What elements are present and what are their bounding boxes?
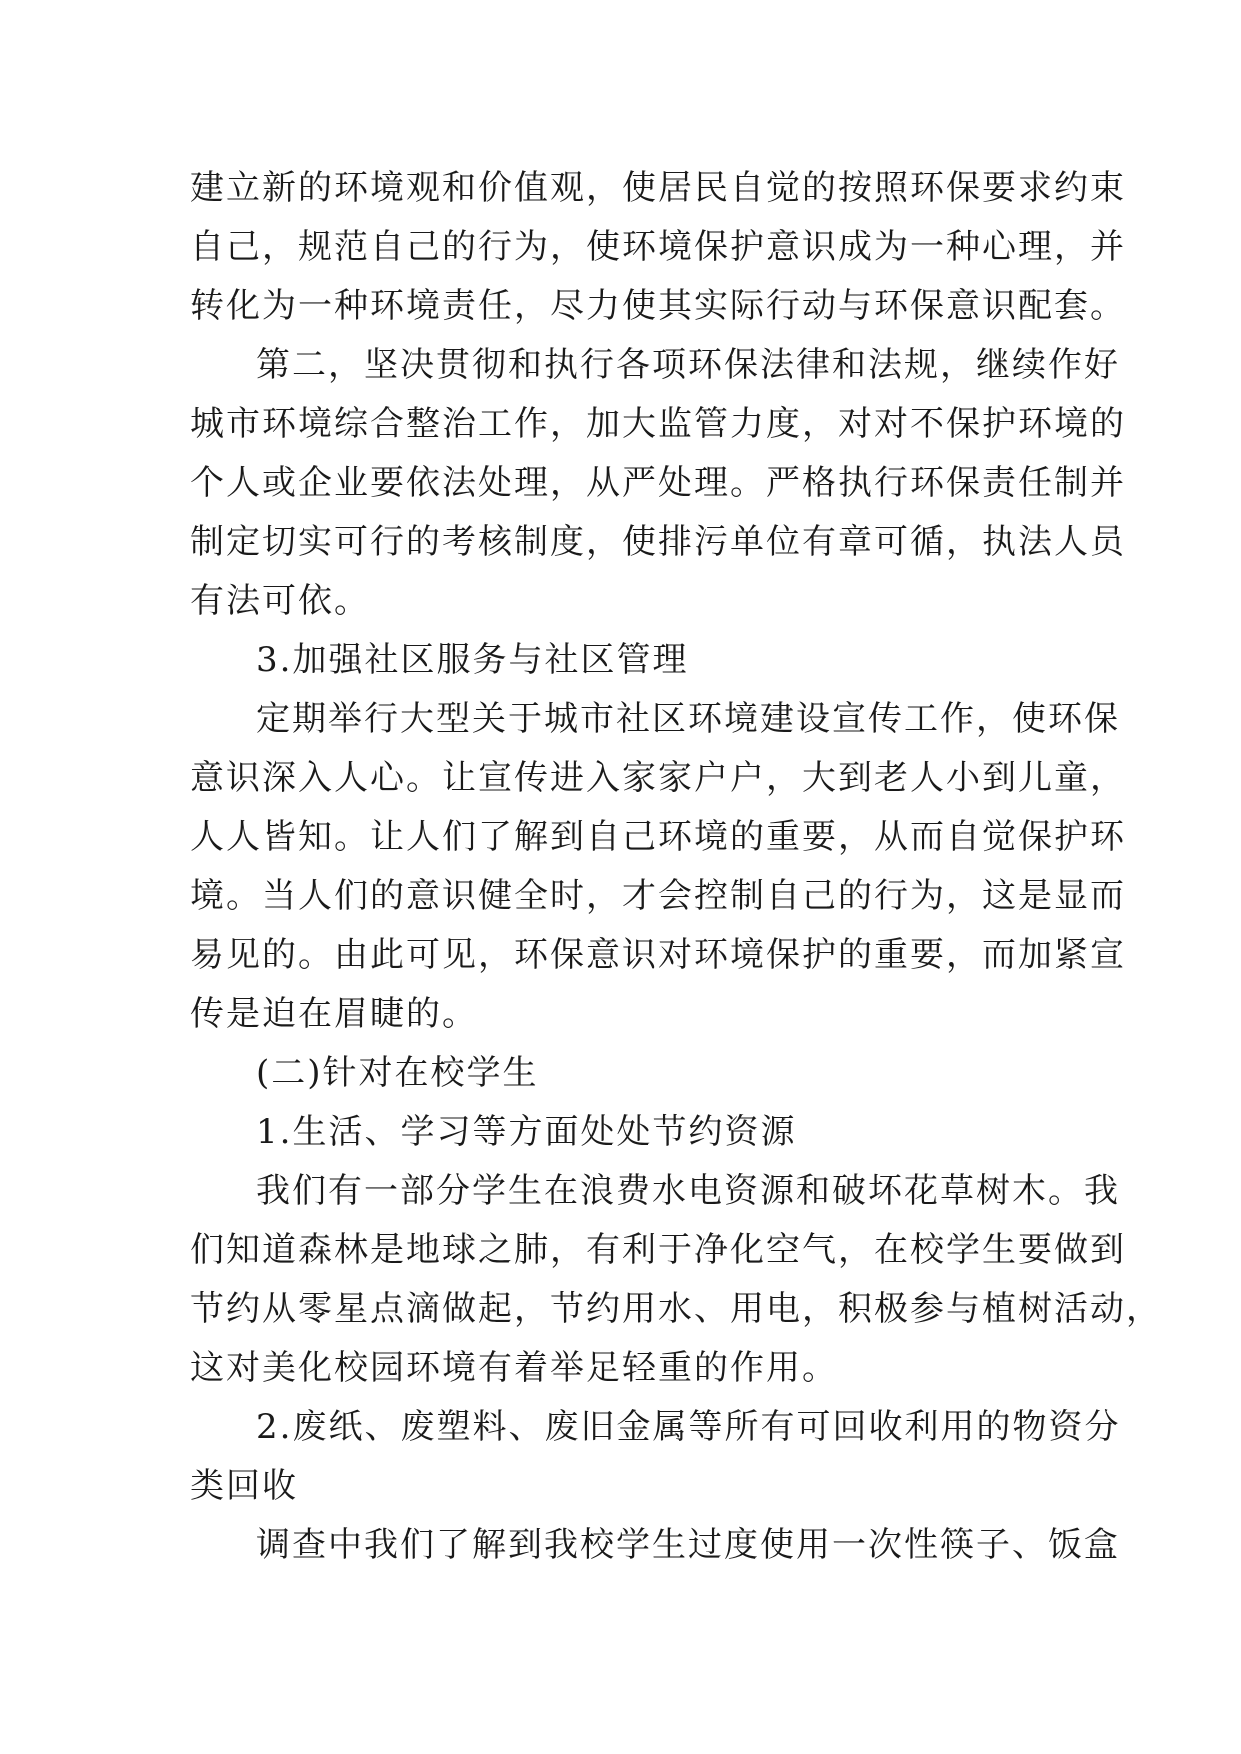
- section-heading: 3.加强社区服务与社区管理: [256, 640, 689, 680]
- text-line: 城市环境综合整治工作，加大监管力度，对对不保护环境的: [190, 404, 1126, 444]
- section-heading: 1.生活、学习等方面处处节约资源: [256, 1112, 797, 1152]
- paragraph-start-line: 我们有一部分学生在浪费水电资源和破坏花草树木。我: [256, 1171, 1120, 1211]
- section-heading: 2.废纸、废塑料、废旧金属等所有可回收利用的物资分: [256, 1407, 1121, 1447]
- section-heading-continuation: 类回收: [190, 1466, 298, 1506]
- text-line: 转化为一种环境责任，尽力使其实际行动与环保意识配套。: [190, 286, 1126, 326]
- text-line: 个人或企业要依法处理，从严处理。严格执行环保责任制并: [190, 463, 1126, 503]
- paragraph-start-line: 调查中我们了解到我校学生过度使用一次性筷子、饭盒: [256, 1525, 1120, 1565]
- text-line: 建立新的环境观和价值观，使居民自觉的按照环保要求约束: [190, 168, 1126, 208]
- text-line: 易见的。由此可见，环保意识对环境保护的重要，而加紧宣: [190, 935, 1126, 975]
- section-heading: (二)针对在校学生: [256, 1053, 539, 1093]
- text-line: 自己，规范自己的行为，使环境保护意识成为一种心理，并: [190, 227, 1126, 267]
- text-line: 人人皆知。让人们了解到自己环境的重要，从而自觉保护环: [190, 817, 1126, 857]
- text-line: 制定切实可行的考核制度，使排污单位有章可循，执法人员: [190, 522, 1126, 562]
- text-line: 意识深入人心。让宣传进入家家户户，大到老人小到儿童，: [190, 758, 1126, 798]
- paragraph-start-line: 第二，坚决贯彻和执行各项环保法律和法规，继续作好: [256, 345, 1120, 385]
- text-line: 这对美化校园环境有着举足轻重的作用。: [190, 1348, 838, 1388]
- text-line: 节约从零星点滴做起，节约用水、用电，积极参与植树活动，: [190, 1289, 1162, 1329]
- text-line: 有法可依。: [190, 581, 370, 621]
- text-line: 传是迫在眉睫的。: [190, 994, 478, 1034]
- text-line: 们知道森林是地球之肺，有利于净化空气，在校学生要做到: [190, 1230, 1126, 1270]
- text-line: 境。当人们的意识健全时，才会控制自己的行为，这是显而: [190, 876, 1126, 916]
- paragraph-start-line: 定期举行大型关于城市社区环境建设宣传工作，使环保: [256, 699, 1120, 739]
